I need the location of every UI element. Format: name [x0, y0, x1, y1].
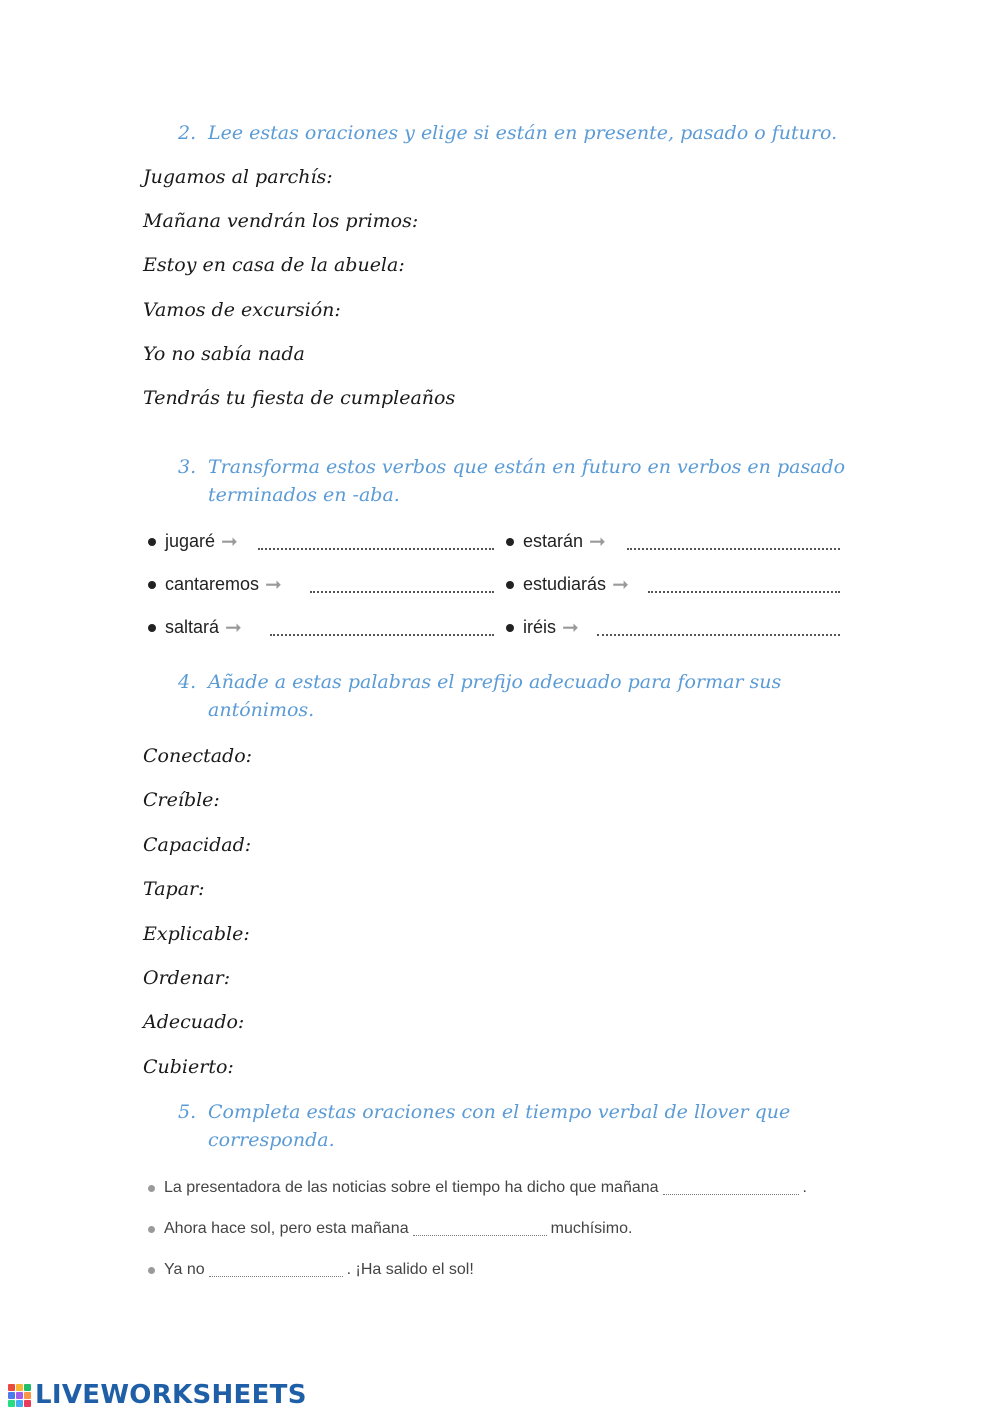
exercise-3-title-line2: terminados en -aba. — [208, 484, 400, 506]
arrow-right-icon: ➞ — [221, 531, 238, 553]
verb-label: estudiarás — [523, 574, 607, 594]
word-5: Explicable: — [143, 923, 250, 945]
answer-field-saltara[interactable] — [270, 634, 494, 636]
word-4: Tapar: — [143, 878, 205, 900]
exercise-3-heading — [178, 456, 845, 506]
bullet — [148, 538, 156, 546]
bullet — [506, 581, 514, 589]
exercise-5-heading — [178, 1101, 790, 1151]
bullet — [148, 1185, 155, 1192]
arrow-right-icon: ➞ — [612, 574, 629, 596]
fill-sentence-3-end: . ¡Ha salido el sol! — [346, 1261, 474, 1278]
verb-label: cantaremos — [165, 574, 260, 594]
bullet — [148, 624, 156, 632]
verb-item-cantaremos — [148, 572, 282, 597]
verb-label: estarán — [523, 531, 584, 551]
verb-item-saltara — [148, 615, 242, 640]
bullet — [506, 624, 514, 632]
logo-grid-icon — [8, 1384, 31, 1407]
sentence-2: Mañana vendrán los primos: — [143, 210, 419, 232]
liveworksheets-logo[interactable] — [8, 1380, 307, 1410]
exercise-4-title-line2: antónimos. — [208, 699, 315, 721]
exercise-2-title: Lee estas oraciones y elige si están en presente, pasado o futuro. — [208, 122, 838, 144]
logo-square — [16, 1400, 23, 1407]
fill-sentence-3-start: Ya no — [164, 1261, 205, 1278]
exercise-2-heading — [178, 122, 837, 144]
word-6: Ordenar: — [143, 967, 231, 989]
sentence-1: Jugamos al parchís: — [143, 166, 333, 188]
logo-square — [8, 1392, 15, 1399]
exercise-3-title-line1: Transforma estos verbos que están en futuro en verbos en pasado — [208, 456, 846, 478]
arrow-right-icon: ➞ — [225, 617, 242, 639]
logo-square — [8, 1384, 15, 1391]
fill-sentence-1-start: La presentadora de las noticias sobre el tiempo ha dicho que mañana — [164, 1179, 659, 1196]
logo-square — [24, 1400, 31, 1407]
blank-field-1[interactable] — [663, 1182, 799, 1195]
verb-item-estudiaras — [506, 572, 629, 597]
arrow-right-icon: ➞ — [562, 617, 579, 639]
logo-square — [8, 1400, 15, 1407]
arrow-right-icon: ➞ — [265, 574, 282, 596]
logo-square — [16, 1384, 23, 1391]
logo-square — [24, 1384, 31, 1391]
word-1: Conectado: — [143, 745, 253, 767]
answer-field-jugare[interactable] — [258, 548, 494, 550]
fill-sentence-1-end: . — [802, 1179, 807, 1196]
fill-sentence-2-start: Ahora hace sol, pero esta mañana — [164, 1220, 409, 1237]
answer-field-cantaremos[interactable] — [310, 591, 494, 593]
answer-field-estudiaras[interactable] — [648, 591, 840, 593]
exercise-5-number: 5. — [178, 1101, 197, 1123]
answer-field-ireis[interactable] — [597, 634, 840, 636]
exercise-4-heading — [178, 671, 781, 721]
exercise-3-number: 3. — [178, 456, 197, 478]
fill-sentence-2 — [148, 1220, 632, 1238]
word-7: Adecuado: — [143, 1011, 245, 1033]
word-2: Creíble: — [143, 789, 220, 811]
bullet — [148, 1267, 155, 1274]
verb-item-ireis — [506, 615, 579, 640]
sentence-3: Estoy en casa de la abuela: — [143, 254, 405, 276]
word-3: Capacidad: — [143, 834, 252, 856]
verb-item-estaran — [506, 529, 606, 554]
verb-label: iréis — [523, 617, 557, 637]
brand-name: LIVEWORKSHEETS — [35, 1380, 307, 1410]
logo-square — [16, 1392, 23, 1399]
sentence-4: Vamos de excursión: — [143, 299, 341, 321]
word-8: Cubierto: — [143, 1056, 234, 1078]
verb-label: jugaré — [165, 531, 216, 551]
sentence-6: Tendrás tu fiesta de cumpleaños — [143, 387, 456, 409]
bullet — [148, 581, 156, 589]
verb-label: saltará — [165, 617, 220, 637]
bullet — [148, 1226, 155, 1233]
exercise-5-title-line1: Completa estas oraciones con el tiempo verbal de llover que — [208, 1101, 791, 1123]
answer-field-estaran[interactable] — [627, 548, 840, 550]
sentence-5: Yo no sabía nada — [143, 343, 305, 365]
exercise-4-number: 4. — [178, 671, 197, 693]
fill-sentence-2-end: muchísimo. — [550, 1220, 633, 1237]
blank-field-2[interactable] — [413, 1223, 547, 1236]
blank-field-3[interactable] — [209, 1264, 343, 1277]
bullet — [506, 538, 514, 546]
logo-square — [24, 1392, 31, 1399]
fill-sentence-1 — [148, 1179, 807, 1197]
exercise-4-title-line1: Añade a estas palabras el prefijo adecuado para formar sus — [208, 671, 782, 693]
exercise-2-number: 2. — [178, 122, 197, 144]
fill-sentence-3 — [148, 1261, 474, 1279]
verb-item-jugare — [148, 529, 238, 554]
exercise-5-title-line2: corresponda. — [208, 1129, 335, 1151]
arrow-right-icon: ➞ — [589, 531, 606, 553]
